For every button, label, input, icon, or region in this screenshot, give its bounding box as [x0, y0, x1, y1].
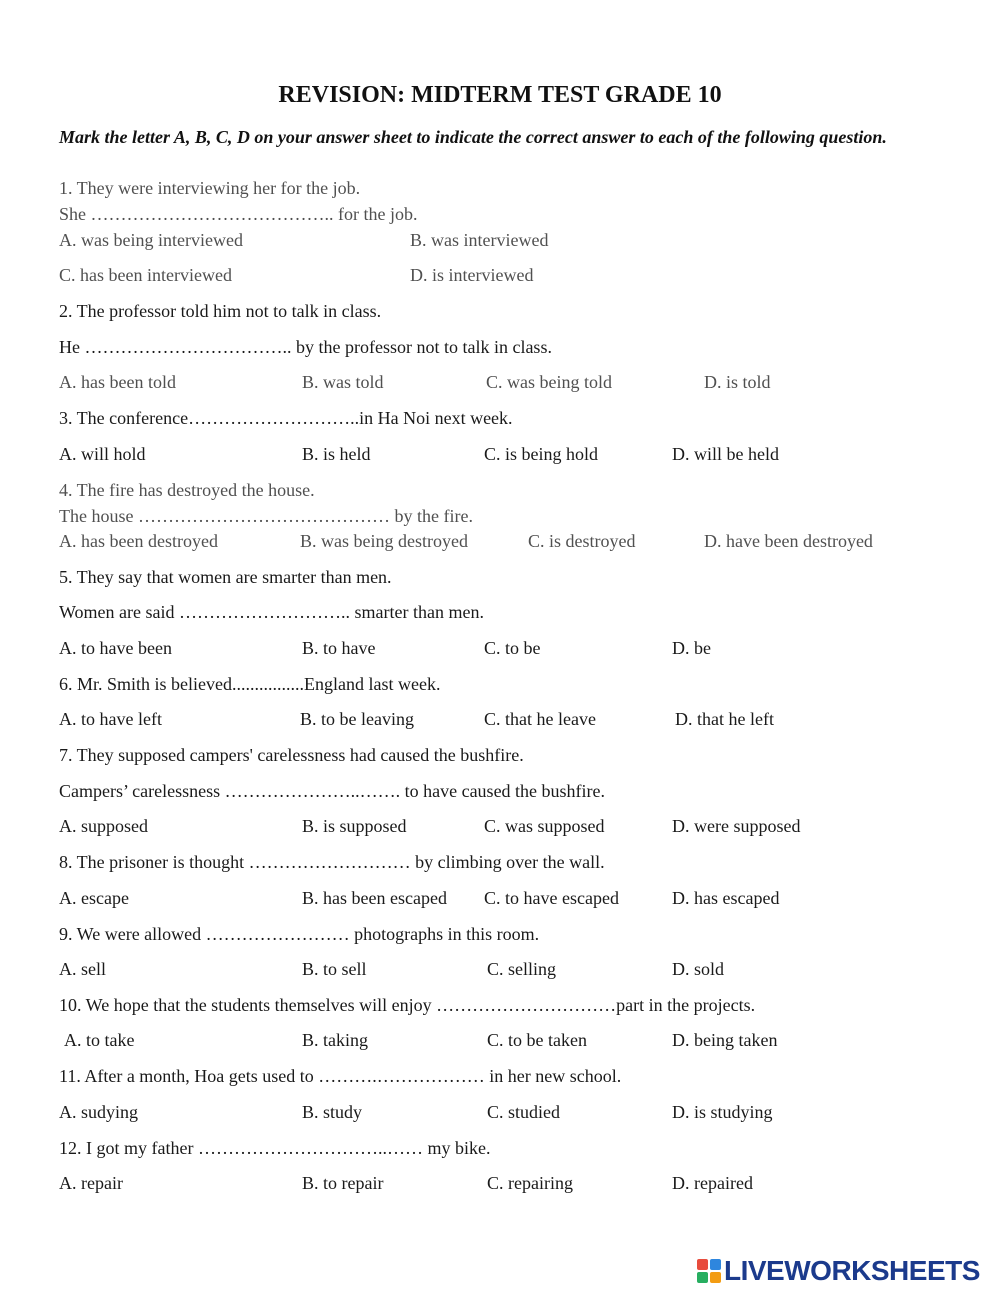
- question-prompt: 3. The conference………………………..in Ha Noi next week.: [59, 408, 513, 428]
- question-rewrite: Women are said ……………………….. smarter than men.: [59, 602, 484, 622]
- option-d[interactable]: D. that he left: [675, 709, 774, 729]
- option-d[interactable]: D. will be held: [672, 444, 779, 464]
- option-c[interactable]: C. to have escaped: [484, 888, 619, 908]
- option-a[interactable]: A. escape: [59, 888, 129, 908]
- liveworksheets-logo: [697, 1255, 980, 1287]
- logo-square-3: [697, 1272, 708, 1283]
- option-c[interactable]: C. was supposed: [484, 816, 605, 836]
- option-a[interactable]: A. repair: [59, 1173, 123, 1193]
- question-prompt: 2. The professor told him not to talk in class.: [59, 301, 382, 321]
- logo-square-4: [710, 1272, 721, 1283]
- option-d[interactable]: D. is studying: [672, 1102, 773, 1122]
- question-prompt: 11. After a month, Hoa gets used to ……….……………… in her new school.: [59, 1066, 622, 1086]
- question-rewrite: The house …………………………………… by the fire.: [59, 506, 473, 526]
- question-rewrite: Campers’ carelessness …………………..……. to have caused the bushfire.: [59, 781, 606, 801]
- option-a[interactable]: A. sudying: [59, 1102, 139, 1122]
- option-d[interactable]: D. sold: [672, 959, 725, 979]
- option-c[interactable]: C. repairing: [487, 1173, 573, 1193]
- logo-square-2: [710, 1259, 721, 1270]
- option-d[interactable]: D. have been destroyed: [704, 531, 873, 551]
- option-b[interactable]: B. has been escaped: [302, 888, 447, 908]
- option-c[interactable]: C. studied: [487, 1102, 561, 1122]
- logo-grid-icon: [697, 1259, 721, 1283]
- option-d[interactable]: D. be: [672, 638, 711, 658]
- option-b[interactable]: B. is supposed: [302, 816, 407, 836]
- option-a[interactable]: A. to take: [64, 1030, 135, 1050]
- option-a[interactable]: A. to have been: [59, 638, 172, 658]
- option-b[interactable]: B. was interviewed: [410, 230, 549, 250]
- option-d[interactable]: D. has escaped: [672, 888, 780, 908]
- question-prompt: 5. They say that women are smarter than men.: [59, 567, 392, 587]
- option-b[interactable]: B. to repair: [302, 1173, 384, 1193]
- option-b[interactable]: B. was told: [302, 372, 384, 392]
- question-prompt: 7. They supposed campers' carelessness had caused the bushfire.: [59, 745, 524, 765]
- logo-square-1: [697, 1259, 708, 1270]
- page-title: REVISION: MIDTERM TEST GRADE 10: [278, 82, 722, 108]
- option-c[interactable]: C. was being told: [486, 372, 612, 392]
- option-a[interactable]: A. supposed: [59, 816, 148, 836]
- brand-name: LIVEWORKSHEETS: [724, 1255, 980, 1286]
- option-b[interactable]: B. taking: [302, 1030, 368, 1050]
- option-a[interactable]: A. to have left: [59, 709, 162, 729]
- question-prompt: 4. The fire has destroyed the house.: [59, 480, 315, 500]
- option-d[interactable]: D. being taken: [672, 1030, 778, 1050]
- option-b[interactable]: B. is held: [302, 444, 371, 464]
- question-prompt: 9. We were allowed …………………… photographs in this room.: [59, 924, 540, 944]
- option-d[interactable]: D. is interviewed: [410, 265, 534, 285]
- option-b[interactable]: B. to have: [302, 638, 376, 658]
- option-c[interactable]: C. selling: [487, 959, 557, 979]
- option-a[interactable]: A. was being interviewed: [59, 230, 243, 250]
- option-c[interactable]: C. has been interviewed: [59, 265, 232, 285]
- option-d[interactable]: D. is told: [704, 372, 771, 392]
- option-c[interactable]: C. to be taken: [487, 1030, 587, 1050]
- question-rewrite: She ………………………………….. for the job.: [59, 204, 418, 224]
- instructions: Mark the letter A, B, C, D on your answer sheet to indicate the correct answer to each of the following question.: [59, 127, 887, 147]
- option-a[interactable]: A. has been told: [59, 372, 176, 392]
- question-prompt: 1. They were interviewing her for the job.: [59, 178, 361, 198]
- option-d[interactable]: D. repaired: [672, 1173, 753, 1193]
- option-a[interactable]: A. sell: [59, 959, 106, 979]
- option-d[interactable]: D. were supposed: [672, 816, 801, 836]
- option-c[interactable]: C. is being hold: [484, 444, 599, 464]
- option-c[interactable]: C. that he leave: [484, 709, 596, 729]
- option-b[interactable]: B. was being destroyed: [300, 531, 468, 551]
- option-a[interactable]: A. has been destroyed: [59, 531, 218, 551]
- question-rewrite: He …………………………….. by the professor not to talk in class.: [59, 337, 552, 357]
- option-a[interactable]: A. will hold: [59, 444, 146, 464]
- question-prompt: 6. Mr. Smith is believed................England last week.: [59, 674, 441, 694]
- option-c[interactable]: C. is destroyed: [528, 531, 636, 551]
- option-b[interactable]: B. to sell: [302, 959, 367, 979]
- option-c[interactable]: C. to be: [484, 638, 541, 658]
- question-prompt: 12. I got my father …………………………..…… my bike.: [59, 1138, 491, 1158]
- option-b[interactable]: B. study: [302, 1102, 363, 1122]
- question-prompt: 10. We hope that the students themselves will enjoy …………………………part in the projects.: [59, 995, 756, 1015]
- question-prompt: 8. The prisoner is thought ……………………… by climbing over the wall.: [59, 852, 605, 872]
- option-b[interactable]: B. to be leaving: [300, 709, 414, 729]
